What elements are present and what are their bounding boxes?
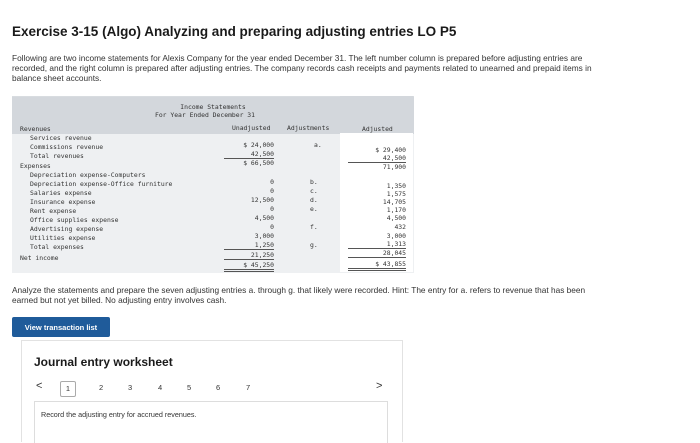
row-label: Revenues xyxy=(20,125,51,133)
adjusted-value: 28,045 xyxy=(348,249,406,258)
instructions-text: Analyze the statements and prepare the seven adjusting entries a. through g. that likely were recorded. Hint: The entry for a. refers to revenue that has been earned but not yet billed. No adjusting entry involves cash. xyxy=(12,285,586,305)
page-2[interactable]: 2 xyxy=(99,383,104,392)
unadjusted-value: 0 xyxy=(270,205,274,213)
adjusted-value: 4,500 xyxy=(386,214,406,222)
page-3[interactable]: 3 xyxy=(128,383,133,392)
worksheet-body xyxy=(34,401,388,443)
adjusted-value: 3,000 xyxy=(386,232,406,240)
adjusted-value: 71,900 xyxy=(382,163,406,171)
adjustment-letter: b. xyxy=(310,178,318,186)
adjusted-value: 42,500 xyxy=(348,154,406,163)
row-label: Net income xyxy=(20,254,59,262)
adjusted-value: $ 43,855 xyxy=(348,260,406,271)
adjustment-letter: a. xyxy=(314,141,322,149)
adjustment-letter: g. xyxy=(310,241,318,249)
worksheet-pager xyxy=(32,381,388,397)
row-label: Rent expense xyxy=(30,207,77,215)
unadjusted-value: 0 xyxy=(270,187,274,195)
next-page-icon[interactable]: > xyxy=(376,380,383,392)
adjusted-value: 1,170 xyxy=(386,206,406,214)
row-label: Commissions revenue xyxy=(30,143,104,151)
worksheet-instruction: Record the adjusting entry for accrued revenues. xyxy=(41,410,197,419)
col-adjusted: Adjusted xyxy=(362,125,393,133)
adjusted-value: 1,350 xyxy=(386,182,406,190)
adjusted-column xyxy=(340,96,413,272)
page-1[interactable]: 1 xyxy=(60,381,76,397)
adjusted-value: 432 xyxy=(394,223,406,231)
row-label: Total expenses xyxy=(30,243,84,251)
adjusted-value: 1,313 xyxy=(348,240,406,249)
row-label: Depreciation expense-Office furniture xyxy=(30,180,173,188)
row-label: Expenses xyxy=(20,162,51,170)
adjustment-letter: c. xyxy=(310,187,318,195)
adjustment-letter: d. xyxy=(310,196,318,204)
page-5[interactable]: 5 xyxy=(187,383,192,392)
prev-page-icon[interactable]: < xyxy=(36,380,43,392)
col-adjustments: Adjustments xyxy=(287,124,330,132)
adjustment-letter: f. xyxy=(310,223,318,231)
unadjusted-value: $ 24,000 xyxy=(243,141,274,149)
row-label: Office supplies expense xyxy=(30,216,119,224)
page-4[interactable]: 4 xyxy=(158,383,163,392)
journal-entry-worksheet xyxy=(21,340,403,442)
adjusted-value: 14,705 xyxy=(382,198,406,206)
unadjusted-value: 12,500 xyxy=(250,196,274,204)
row-label: Depreciation expense-Computers xyxy=(30,171,146,179)
row-label: Advertising expense xyxy=(30,225,104,233)
row-label: Total revenues xyxy=(30,152,84,160)
row-label: Insurance expense xyxy=(30,198,96,206)
statement-subheading: For Year Ended December 31 xyxy=(154,111,256,119)
row-label: Utilities expense xyxy=(30,234,96,242)
col-unadjusted: Unadjusted xyxy=(232,124,271,132)
statement-heading: Income Statements xyxy=(180,103,246,111)
unadjusted-value: 0 xyxy=(270,178,274,186)
page-6[interactable]: 6 xyxy=(216,383,221,392)
view-transaction-list-button[interactable]: View transaction list xyxy=(12,317,110,337)
row-label: Services revenue xyxy=(30,134,92,142)
adjustment-letter: e. xyxy=(310,205,318,213)
unadjusted-value: $ 66,500 xyxy=(243,159,274,167)
page-title: Exercise 3-15 (Algo) Analyzing and preparing adjusting entries LO P5 xyxy=(12,24,457,39)
adjusted-value: $ 29,400 xyxy=(375,146,406,154)
unadjusted-value: 3,000 xyxy=(254,232,274,240)
worksheet-title: Journal entry worksheet xyxy=(34,355,173,369)
row-label: Salaries expense xyxy=(30,189,92,197)
unadjusted-value: 21,250 xyxy=(224,251,274,260)
unadjusted-value: 4,500 xyxy=(254,214,274,222)
unadjusted-value: 42,500 xyxy=(224,150,274,159)
unadjusted-value: 0 xyxy=(270,223,274,231)
page-7[interactable]: 7 xyxy=(246,383,251,392)
adjusted-value: 1,575 xyxy=(386,190,406,198)
adjusted-header xyxy=(340,96,413,133)
intro-text: Following are two income statements for Alexis Company for the year ended December 31. The left number column is prepared before adjusting entries are recorded, and the right column is prepared after adjusting entries. The company records cash receipts and payments related to unearned and prepaid items in balance sheet accounts. xyxy=(12,53,592,83)
unadjusted-value: $ 45,250 xyxy=(224,261,274,272)
unadjusted-value: 1,250 xyxy=(224,241,274,250)
